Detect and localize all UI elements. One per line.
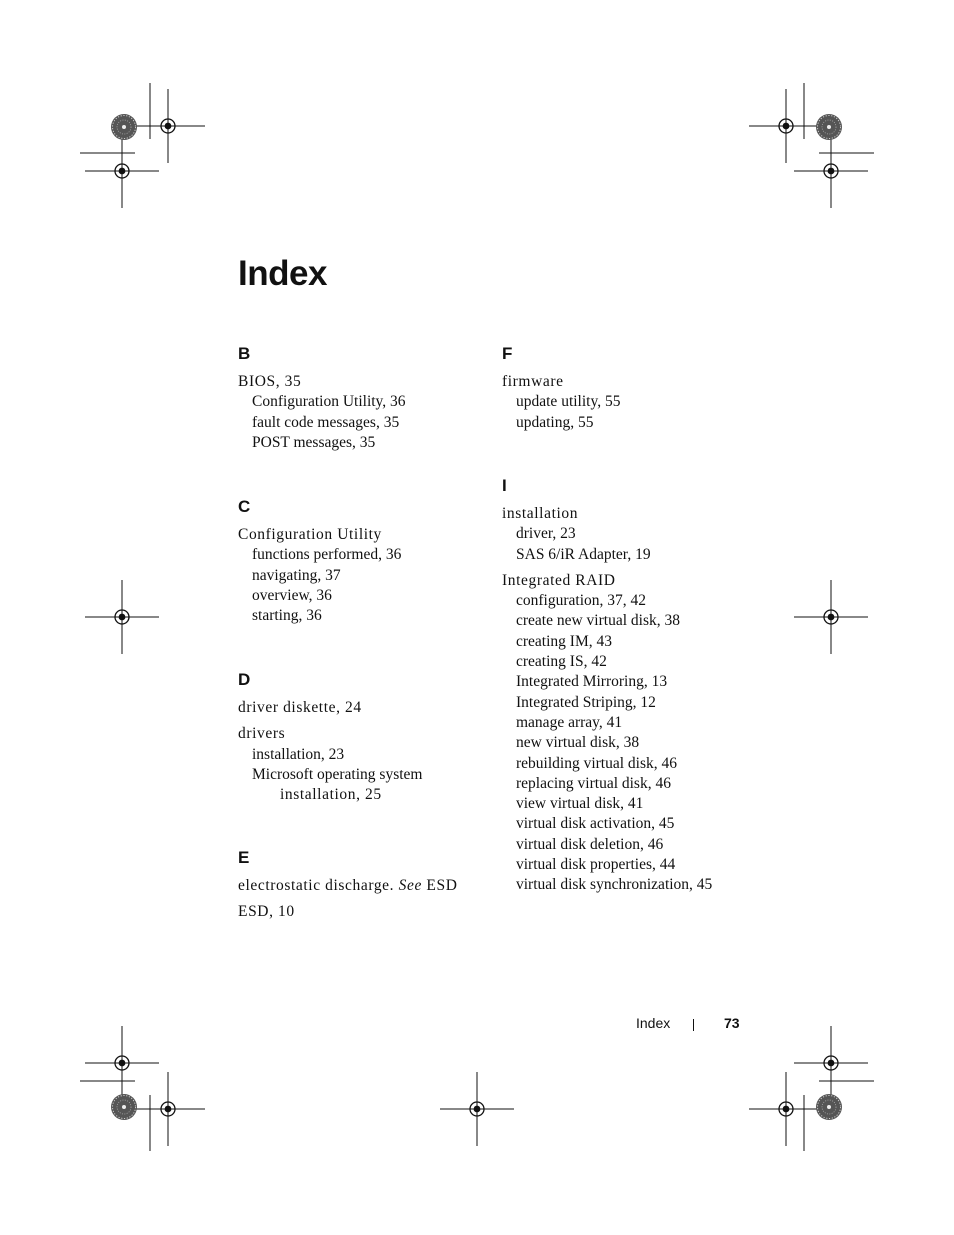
- index-section-d: [238, 670, 488, 848]
- index-column-right: [502, 344, 762, 896]
- index-subentry: creating IM, 43: [516, 632, 612, 650]
- index-subentry: view virtual disk, 41: [516, 795, 644, 813]
- index-subentry: installation, 23: [252, 745, 345, 763]
- index-subentry: virtual disk synchronization, 45: [516, 876, 713, 894]
- index-subentry: navigating, 37: [252, 566, 341, 584]
- index-subentry: Integrated Striping, 12: [516, 693, 656, 711]
- footer-divider: [693, 1019, 694, 1031]
- index-subentry: create new virtual disk, 38: [516, 612, 680, 630]
- section-letter: I: [502, 476, 507, 495]
- index-term: firmware: [502, 373, 564, 390]
- page-number: 73: [724, 1015, 740, 1031]
- index-section-b: [238, 344, 488, 497]
- section-letter: E: [238, 848, 250, 867]
- index-subentry: configuration, 37, 42: [516, 592, 647, 610]
- index-subentry: virtual disk deletion, 46: [516, 835, 664, 853]
- index-section-f: [502, 344, 762, 476]
- index-entry: [238, 724, 488, 804]
- see-reference-target: ESD: [426, 877, 458, 894]
- index-entry: [238, 525, 488, 626]
- index-subentry: functions performed, 36: [252, 546, 402, 564]
- section-letter: C: [238, 497, 251, 516]
- index-subentry: manage array, 41: [516, 713, 623, 731]
- index-subentry: POST messages, 35: [252, 433, 376, 451]
- index-term: Integrated RAID: [502, 571, 616, 589]
- index-subentry: fault code messages, 35: [252, 413, 400, 431]
- index-subentry: starting, 36: [252, 607, 322, 625]
- page-footer: [600, 1015, 750, 1035]
- index-section-i: [502, 476, 762, 896]
- index-term: BIOS, 35: [238, 373, 302, 390]
- index-column-left: [238, 344, 488, 923]
- index-subentry: virtual disk activation, 45: [516, 815, 675, 833]
- index-term: installation: [502, 505, 579, 522]
- index-subentry: rebuilding virtual disk, 46: [516, 754, 678, 772]
- index-section-c: [238, 497, 488, 670]
- index-term: drivers: [238, 725, 286, 743]
- section-letter: D: [238, 670, 251, 689]
- index-subentry-continued: installation, 25: [280, 786, 382, 804]
- index-entry: [238, 372, 488, 453]
- footer-section-title: Index: [636, 1015, 671, 1031]
- index-subentry: updating, 55: [516, 413, 594, 431]
- index-subentry: creating IS, 42: [516, 653, 607, 671]
- index-entry: [502, 504, 762, 565]
- see-reference-label: See: [398, 877, 422, 894]
- index-term: Configuration Utility: [238, 526, 382, 543]
- index-subentry: replacing virtual disk, 46: [516, 774, 671, 792]
- index-term: electrostatic discharge.: [238, 877, 395, 894]
- index-entry: [502, 372, 762, 433]
- section-letter: F: [502, 344, 513, 363]
- page-title: Index: [238, 254, 327, 293]
- index-subentry: virtual disk properties, 44: [516, 856, 676, 874]
- index-entry: [238, 902, 488, 922]
- index-entry: [238, 698, 488, 718]
- index-subentry: SAS 6/iR Adapter, 19: [516, 545, 651, 563]
- index-subentry: Microsoft operating system: [252, 765, 423, 783]
- index-term: driver diskette, 24: [238, 699, 362, 716]
- index-subentry: update utility, 55: [516, 393, 621, 411]
- index-subentry: Integrated Mirroring, 13: [516, 673, 668, 691]
- index-entry: [502, 571, 762, 896]
- index-subentry: driver, 23: [516, 525, 576, 543]
- index-term: ESD, 10: [238, 903, 295, 921]
- section-letter: B: [238, 344, 251, 363]
- index-subentry: overview, 36: [252, 586, 332, 604]
- index-entry: [238, 876, 488, 896]
- index-section-e: [238, 848, 488, 923]
- index-subentry: Configuration Utility, 36: [252, 393, 406, 411]
- index-subentry: new virtual disk, 38: [516, 734, 640, 752]
